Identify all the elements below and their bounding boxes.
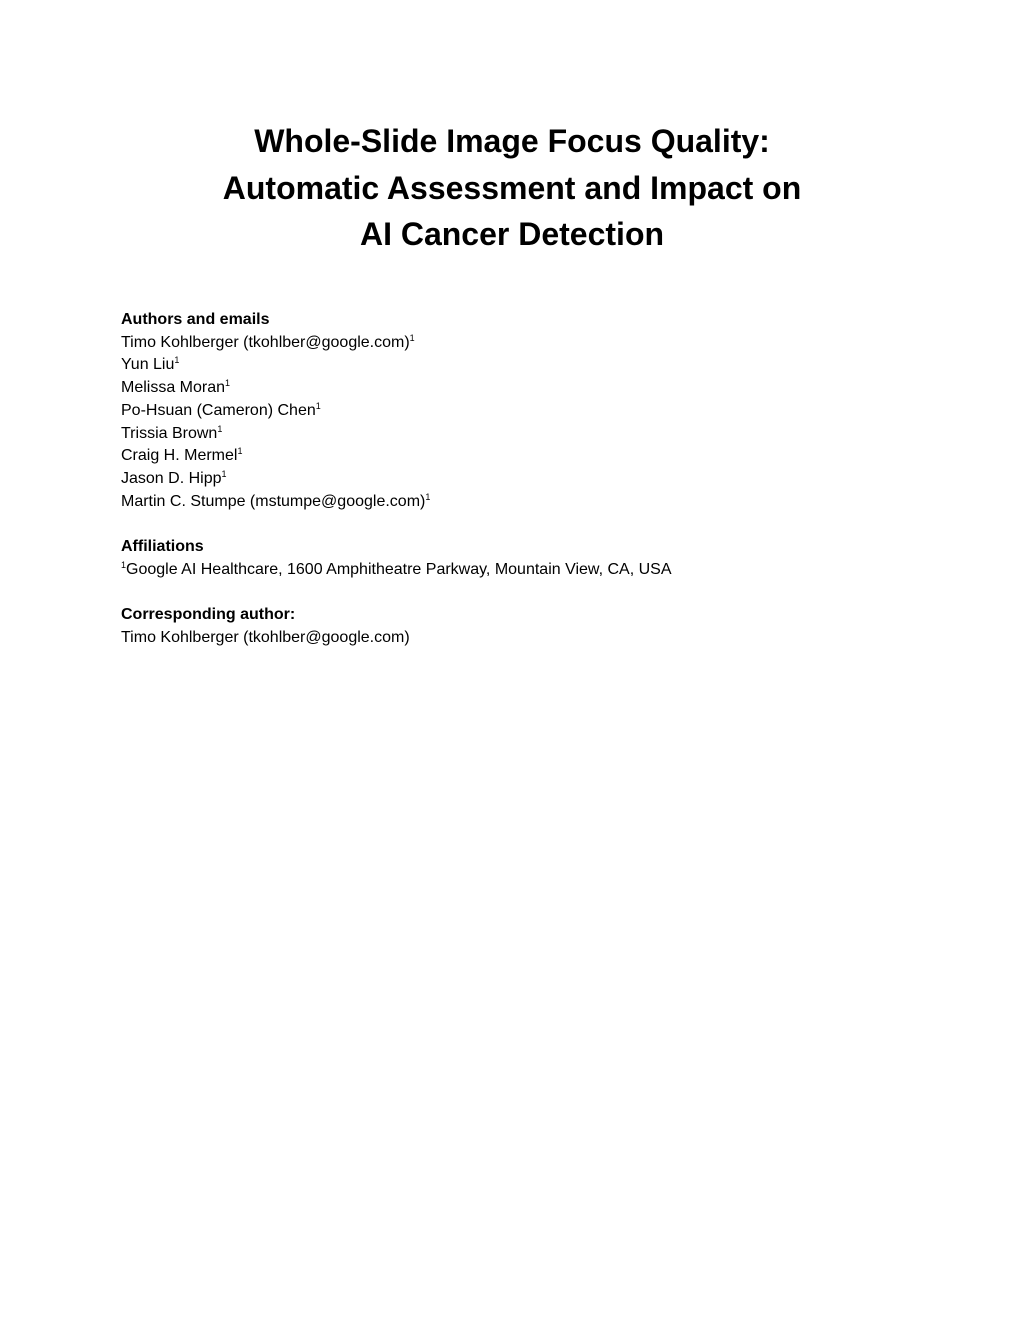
author-line [121,400,921,423]
authors-heading: Authors and emails [121,311,270,328]
author-affiliation-marker: 1 [237,446,243,457]
author-name: Jason D. Hipp [121,469,222,487]
section-spacer [121,513,921,536]
title-line-3: AI Cancer Detection [359,216,665,252]
author-name: Yun Liu [121,356,175,374]
author-affiliation-marker: 1 [315,400,321,411]
paper-title [0,118,1024,258]
author-affiliation-marker: 1 [221,468,227,479]
author-affiliation-marker: 1 [225,378,231,389]
author-affiliation-marker: 1 [217,423,223,434]
author-line [121,354,921,377]
affiliation-line [121,559,921,582]
author-line [121,491,921,514]
corresponding-author-text: Timo Kohlberger (tkohlber@google.com) [121,628,410,646]
author-line [121,468,921,491]
author-affiliation-marker: 1 [409,332,415,343]
author-name: Trissia Brown [121,424,218,442]
author-name: Martin C. Stumpe (mstumpe@google.com) [121,492,426,510]
section-spacer [121,581,921,604]
affiliation-marker: 1 [121,559,127,570]
author-line [121,332,921,355]
affiliation-text: Google AI Healthcare, 1600 Amphitheatre Parkway, Mountain View, CA, USA [126,560,672,578]
corresponding-author-heading: Corresponding author: [121,606,296,624]
author-line [121,377,921,400]
affiliations-heading: Affiliations [121,538,204,556]
author-line [121,423,921,446]
author-affiliation-marker: 1 [425,491,431,502]
title-line-1: Whole-Slide Image Focus Quality: [254,123,770,159]
author-name: Melissa Moran [121,379,226,397]
author-affiliation-marker: 1 [174,355,180,366]
author-name: Po-Hsuan (Cameron) Chen [121,401,316,419]
author-name: Craig H. Mermel [121,447,238,465]
front-matter [121,309,921,650]
author-line [121,445,921,468]
author-name: Timo Kohlberger (tkohlber@google.com) [121,333,410,351]
title-line-2: Automatic Assessment and Impact on [222,169,802,206]
